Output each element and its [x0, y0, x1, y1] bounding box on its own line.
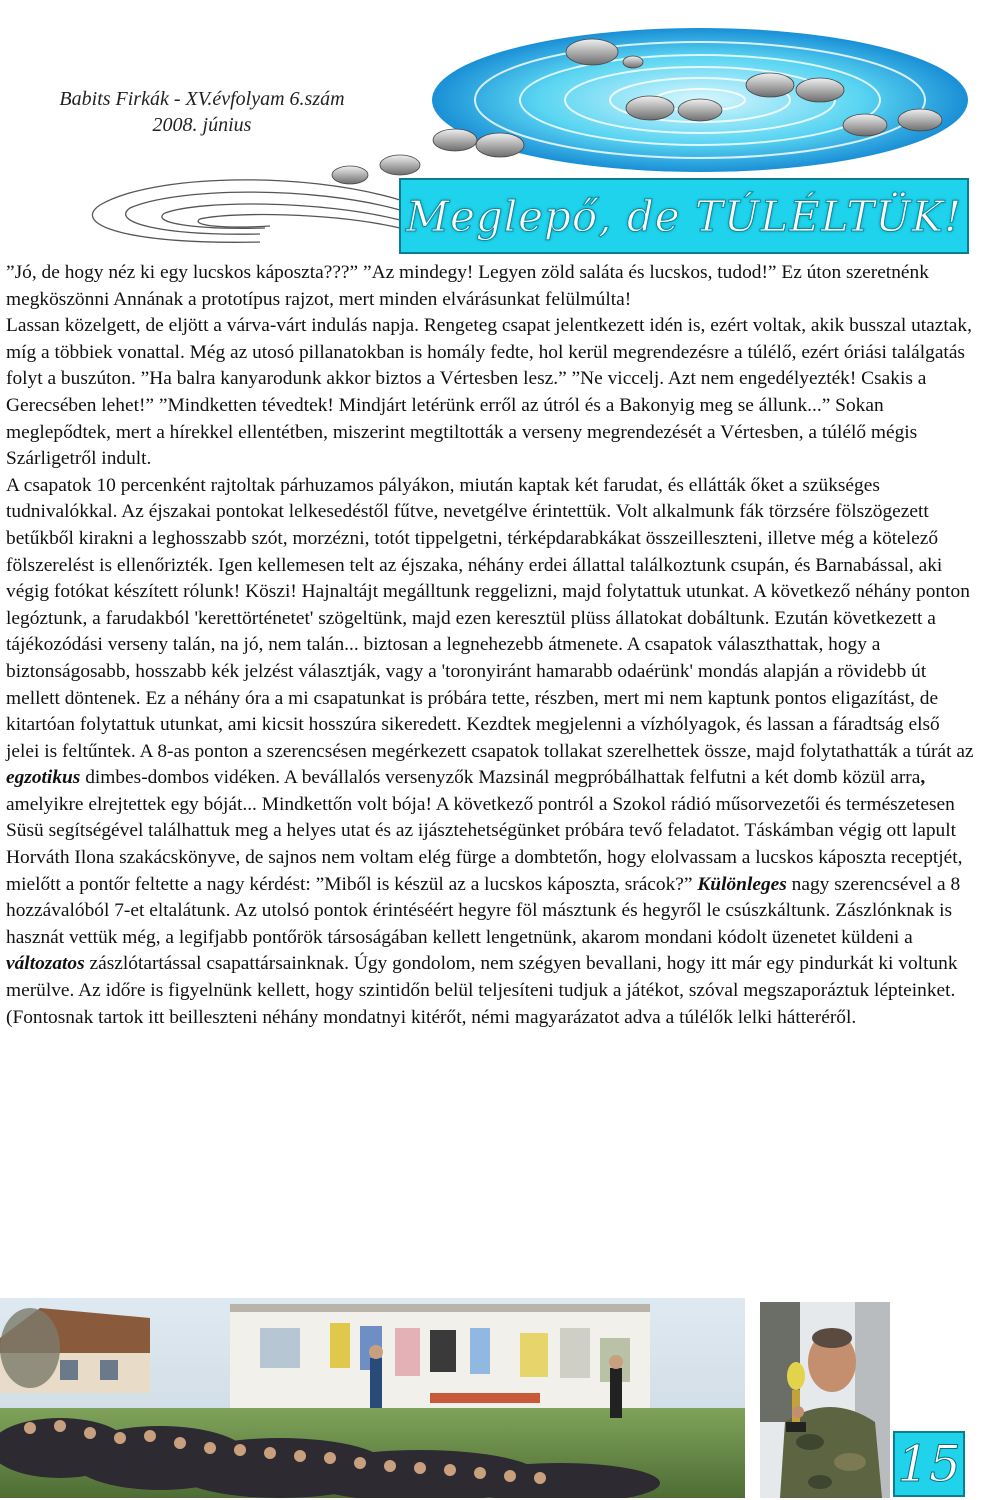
issue-reference	[22, 86, 382, 138]
group-photo	[0, 1298, 745, 1498]
emphasis-word: Különleges	[697, 873, 787, 895]
text-run: A csapatok 10 percenként rajtoltak párhuzamos pályákon, miután kaptak két farudat, és ellátták őket a szükséges tudnivalókkal. Az éjszakai pontokat lelkesedéstől fűtve, nevetgélve érintettük. Volt alkalmunk fák törzsére fölszögezett betűkből kirakni a leghosszabb szót, morzézni, totót tippelgetni, térképdarabkákat összeilleszteni, illetve még a kötelező fölszerelést is ellenőrizték. Igen kellemesen telt az éjszaka, néhány erdei állattal találkoztunk csupán, és Barnabással, aki végig fotókat készített rólunk! Köszi! Hajnaltájt megálltunk reggelizni, majd folytattuk utunkat. A következő néhány ponton legóztunk, a farudakból 'kerettörténetet' szögeltünk, majd ezen keresztül plüss állatokat dobáltunk. Ezután következett a tájékozódási verseny talán, na jó, nem talán... biztosan a legnehezebb átmenete. A csapatok választhattak, hogy a biztonságosabb, hosszabb kék jelzést választják, vagy a 'toronyiránt hamarabb odaérünk' mondás alapján a rövidebb út mellett döntenek. Ez a néhány óra a mi csapatunkat is próbára tette, részben, mert mi nem kaptunk pontos eligazítást, de kitartóan folytattuk utunkat, ami kicsit hosszúra sikeredett. Kezdtek megjelenni a vízhólyagok, és lassan a fáradtság első jelei is feltűntek. A 8-as ponton a szerencsésen megérkezett csapatok tollakat szerelhettek össze, majd folytathatták a túrát az	[6, 474, 974, 762]
trophy-photo	[760, 1302, 890, 1498]
article-paragraph	[6, 473, 974, 1031]
text-run: dimbes-dombos vidéken. A bevállalós versenyzők Mazsinál megpróbálhattak felfutni a két domb közül arra	[80, 767, 921, 789]
text-run: zászlótartással csapattársainknak. Úgy gondolom, nem szégyen bevallani, hogy itt már egy pindurkát ki voltunk merülve. Az időre is figyelnünk kellett, hogy szintidőn belül teljesíteni tudjuk a játékot, szóval megszaporáztuk lépteinket. (Fontosnak tartok itt beilleszteni néhány mondatnyi kitérőt, némi magyarázatot adva a túlélők lelki hátteréről.	[6, 953, 958, 1028]
text-run: nagy szerencsével a 8 hozzávalóból 7-et eltalátunk. Az utolsó pontok érintéséért hegyre föl másztunk és hegyről le csúszkáltunk. Zászlónknak is hasznát vettük még, a legifjabb pontőrök társoságában kellett lengetnünk, akarom mondani kódolt üzenetet küldeni a	[6, 873, 961, 948]
publication-line: Babits Firkák - XV.évfolyam 6.szám	[59, 88, 345, 110]
emphasis-word: egzotikus	[6, 767, 81, 789]
emphasis-word: változatos	[6, 953, 85, 975]
text-run: amelyikre elrejtettek egy bóját... Mindkettőn volt bója! A következő pontról a Szokol rádió műsorvezetői és természetesen Süsü segítségével találhattuk meg a helyes utat és az ijásztehetségünket próbára tevő feladatot. Táskámban végig ott lapult Horváth Ilona szakácskönyve, de sajnos nem voltam elég fürge a dombtetőn, hogy elolvassam a lucskos káposzta receptjét, mielőtt a pontőr feltette a nagy kérdést: ”Miből is készül az a lucskos káposzta, srácok?”	[6, 793, 963, 895]
title-banner	[399, 178, 969, 254]
article-paragraph: Lassan közelgett, de eljött a várva-várt indulás napja. Rengeteg csapat jelentkezett idén is, ezért voltak, akik busszal utaztak, míg a többiek vonattal. Még az utosó pillanatokban is homály fedte, hol kerül megrendezésre a túlélő, ezért óriási találgatás folyt a buszúton. ”Ha balra kanyarodunk akkor biztos a Vértesben lesz.” ”Ne viccelj. Azt nem engedélyezték! Csakis a Gerecsében lehet!” ”Mindketten tévedtek! Mindjárt letérünk erről az útról és a Bakonyig meg se állunk...” Sokan meglepődtek, mert a hírekkel ellentétben, miszerint megtiltották a verseny megrendezését a Vértesben, a túlélő mégis Szárligetről indult.	[6, 315, 972, 470]
grey-spiral-icon	[92, 180, 400, 242]
article-paragraph: ”Jó, de hogy néz ki egy lucskos káposzta???” ”Az mindegy! Legyen zöld saláta és lucskos, tudod!” Ez úton szeretnénk megköszönni Annának a prototípus rajzot, mert minden elvárásunkat felülmúlta!	[6, 262, 929, 310]
page-number: 15	[897, 1435, 961, 1493]
bold-comma: ,	[920, 767, 926, 789]
article-body	[6, 260, 974, 1031]
article-title: Meglepő, de TÚLÉLTÜK!	[405, 191, 963, 241]
issue-date: 2008. június	[152, 114, 252, 136]
page-number-box	[893, 1431, 965, 1497]
